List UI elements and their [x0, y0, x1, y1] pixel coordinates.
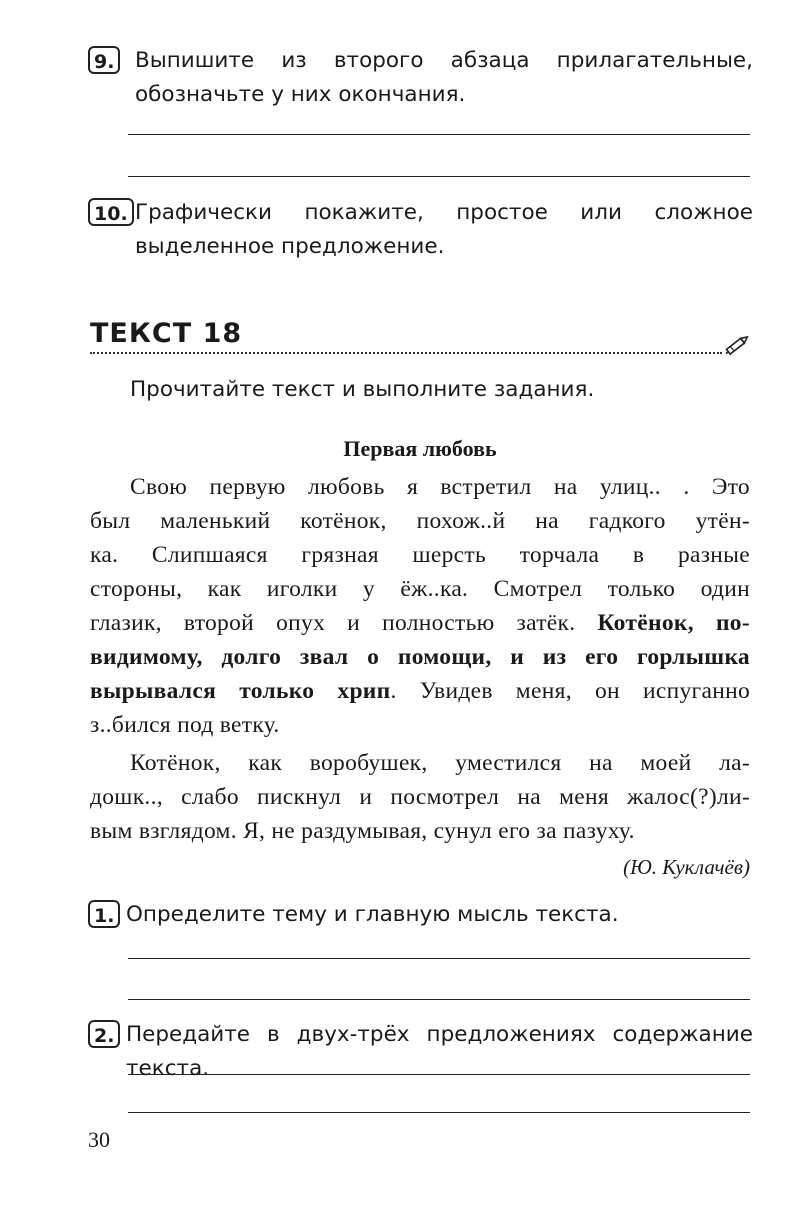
story-text: [90, 470, 750, 848]
task-text: Определите тему и главную мысль текста.: [126, 902, 619, 927]
task-2: [88, 1018, 753, 1081]
answer-line[interactable]: [128, 176, 750, 177]
story-line: Котёнок, как воробушек, уместился на моей ла-: [130, 750, 750, 776]
story-line: [90, 674, 750, 708]
task-9: [88, 44, 753, 114]
instruction: Прочитайте текст и выполните задания.: [130, 377, 595, 402]
page-number: 30: [88, 1127, 110, 1152]
story-line: стороны, как иголки у ёж..ка. Смотрел только один: [90, 576, 750, 602]
task-number: 2.: [88, 1020, 120, 1048]
task-text: Выпишите из второго абзаца прилагательные, обозначьте у них окончания.: [135, 48, 753, 107]
story-line: был маленький котёнок, похож..й на гадкого утён-: [90, 508, 750, 534]
story-line: з..бился под ветку.: [90, 712, 280, 738]
story-line: вым взглядом. Я, не раздумывая, сунул его за пазуху.: [90, 818, 635, 844]
highlighted-sentence: Котёнок, по-: [597, 610, 750, 636]
story-fragment: глазик, второй опух и полностью затёк.: [90, 610, 576, 636]
answer-line[interactable]: [128, 1112, 750, 1113]
answer-line[interactable]: [128, 134, 750, 135]
story-author: (Ю. Куклачёв): [623, 855, 750, 879]
task-10: [88, 196, 753, 266]
task-number: 1.: [88, 900, 120, 928]
heading-divider: [90, 352, 722, 354]
story-line: дошк.., слабо пискнул и посмотрел на меня жалос(?)ли-: [90, 784, 750, 810]
highlighted-sentence: видимому, долго звал о помощи, и из его горлышка: [90, 644, 750, 670]
task-number: 10.: [88, 198, 134, 226]
section-title: ТЕКСТ 18: [90, 318, 243, 349]
story-fragment: . Увидев меня, он испуганно: [390, 678, 750, 704]
story-line: Свою первую любовь я встретил на улиц.. . Это: [130, 474, 750, 500]
task-text: Передайте в двух-трёх предложениях содержание текста.: [126, 1022, 753, 1081]
answer-line[interactable]: [128, 1074, 750, 1075]
highlighted-sentence: вырывался только хрип: [90, 678, 391, 704]
pen-icon: [722, 330, 752, 360]
answer-line[interactable]: [128, 999, 750, 1000]
story-line: [90, 606, 750, 640]
story-line: [90, 640, 750, 674]
task-number: 9.: [88, 46, 120, 74]
answer-line[interactable]: [128, 958, 750, 959]
story-title: Первая любовь: [343, 436, 497, 461]
story-line: ка. Слипшаяся грязная шерсть торчала в разные: [90, 542, 750, 568]
task-1: [88, 898, 753, 934]
task-text: Графически покажите, простое или сложное выделенное предложение.: [135, 200, 753, 259]
